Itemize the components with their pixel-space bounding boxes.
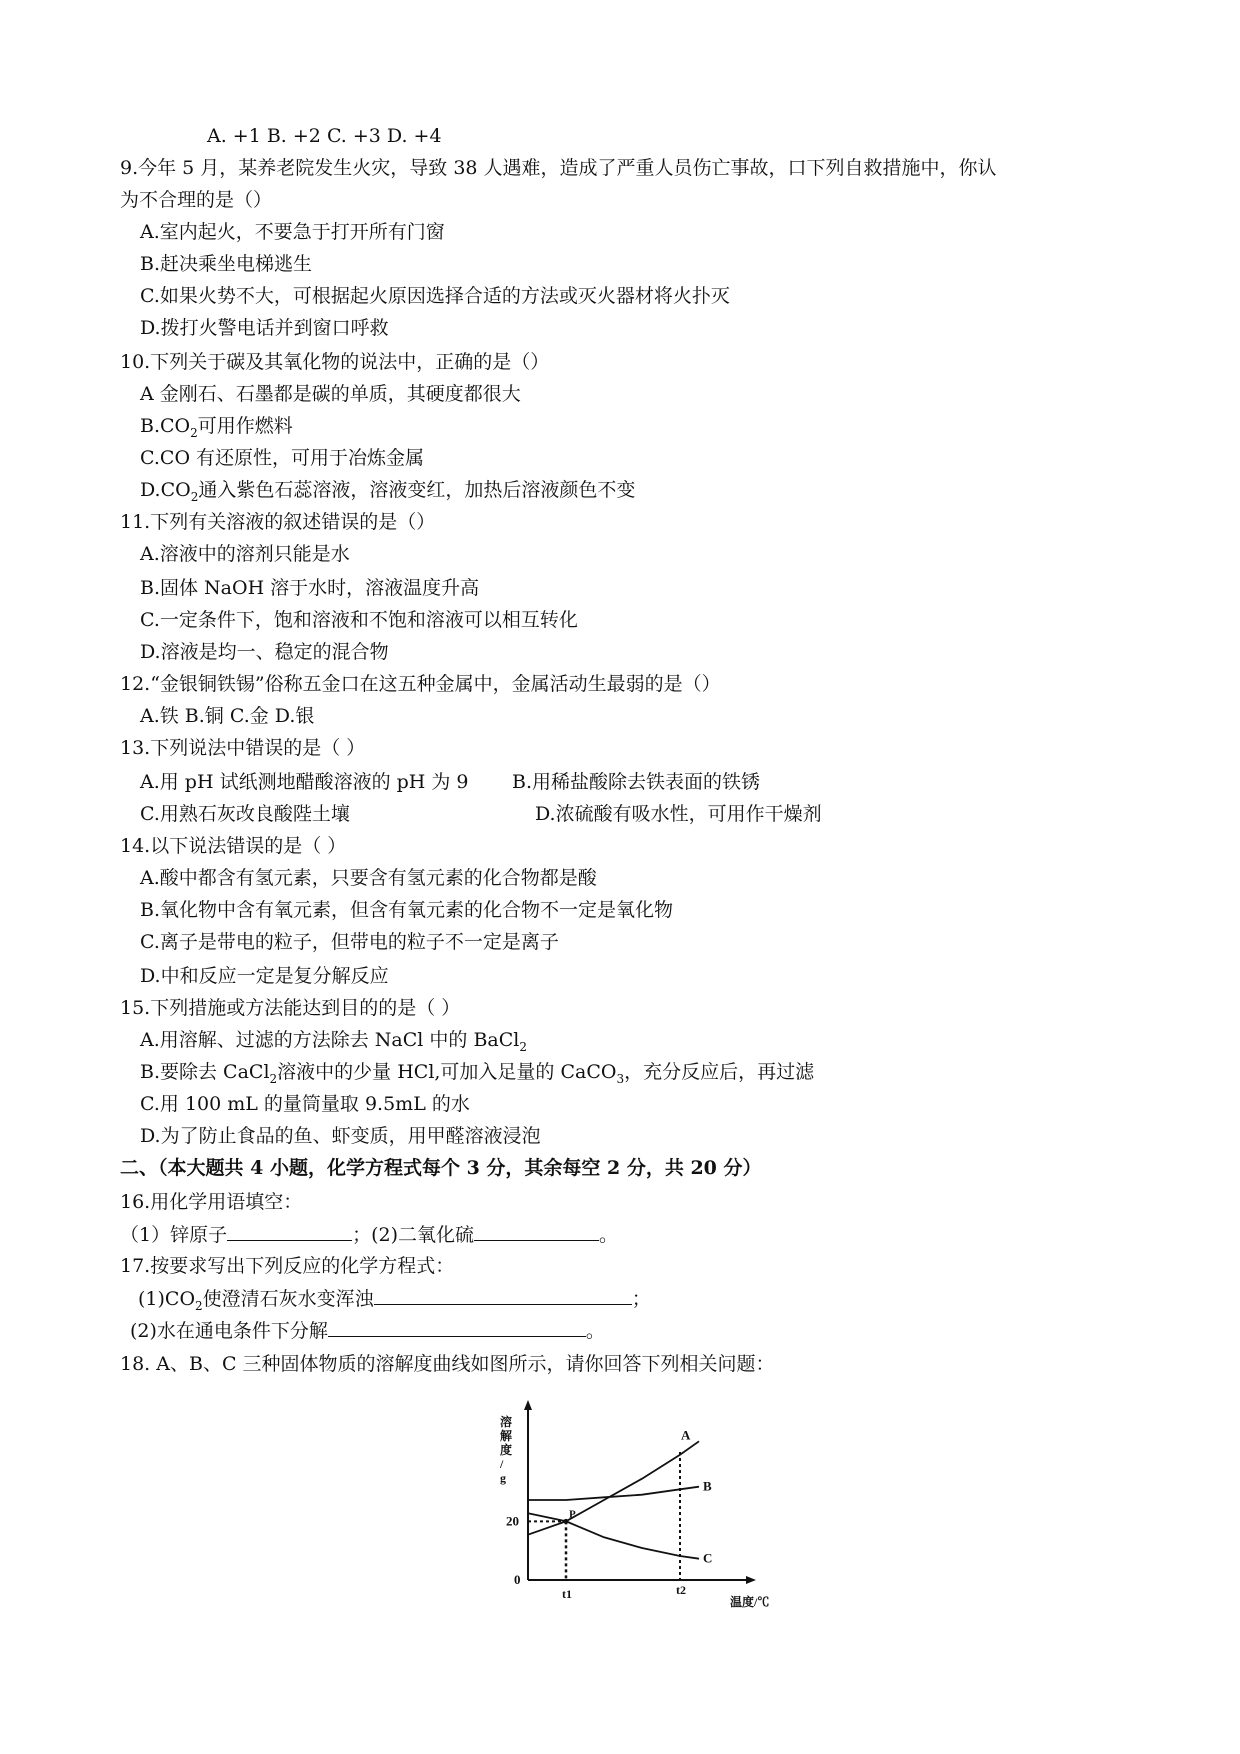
q17-part2-label: (2)水在通电条件下分解	[130, 1320, 328, 1342]
q10-option-d-sub: 2	[190, 489, 199, 504]
q10-option-a: A 金刚石、石墨都是碳的单质，其硬度都很大	[140, 383, 521, 405]
q14-option-b: B.氧化物中含有氧元素，但含有氧元素的化合物不一定是氧化物	[140, 899, 674, 921]
q17-part1-post: 使澄清石灰水变浑浊	[202, 1288, 374, 1310]
q9-option-c: C.如果火势不大，可根据起火原因选择合适的方法或灭火器材将火扑灭	[140, 285, 730, 307]
x-tick-t1: t1	[562, 1587, 572, 1601]
q9-option-b: B.赶决乘坐电梯逃生	[140, 253, 313, 275]
q16-end: 。	[599, 1224, 619, 1246]
curve-b	[528, 1487, 699, 1500]
q11-stem: 11.下列有关溶液的叙述错误的是（）	[120, 511, 436, 533]
q17-part1-sub: 2	[195, 1298, 203, 1313]
y-tick-20: 20	[506, 1513, 519, 1529]
q11-option-c: C.一定条件下，饱和溶液和不饱和溶液可以相互转化	[140, 609, 578, 631]
intersection-point-p	[564, 1519, 569, 1524]
x-axis-arrow	[746, 1576, 756, 1584]
q16-part1-label: （1）锌原子	[120, 1224, 228, 1246]
q11-option-b: B.固体 NaOH 溶于水时，溶液温度升高	[140, 577, 480, 599]
q16-blank-2[interactable]	[474, 1222, 599, 1241]
q17-part1	[138, 1286, 651, 1311]
q15-option-a-pre: A.用溶解、过滤的方法除去 NaCl 中的 BaCl	[140, 1029, 520, 1051]
q15-option-a	[140, 1028, 527, 1052]
q15-option-b-post: ，充分反应后，再过滤	[624, 1061, 815, 1083]
q9-option-d: D.拨打火警电话并到窗口呼救	[140, 317, 389, 339]
chart-series	[528, 1441, 699, 1558]
q13-option-d: D.浓硫酸有吸水性，可用作干燥剂	[535, 803, 822, 825]
q16-row	[120, 1222, 618, 1247]
q14-option-c: C.离子是带电的粒子，但带电的粒子不一定是离子	[140, 931, 559, 953]
series-label-b: B	[703, 1478, 712, 1494]
q14-option-a: A.酸中都含有氢元素，只要含有氢元素的化合物都是酸	[140, 867, 597, 889]
q15-option-b-mid: 溶液中的少量 HCl,可加入足量的 CaCO	[277, 1061, 617, 1083]
q10-option-d-post: 通入紫色石蕊溶液，溶液变红，加热后溶液颜色不变	[198, 479, 636, 501]
x-tick-t2: t2	[676, 1583, 686, 1597]
q15-option-b-pre: B.要除去 CaCl	[140, 1061, 270, 1083]
q15-option-a-sub: 2	[519, 1039, 527, 1054]
q15-option-b-sub2: 3	[616, 1071, 625, 1086]
q17-part2-end: 。	[585, 1320, 605, 1342]
q16-part2-label: ；(2)二氧化硫	[352, 1224, 475, 1246]
q8-options: A. +1 B. +2 C. +3 D. +4	[207, 125, 442, 147]
point-p-label: P	[569, 1508, 576, 1521]
y-axis-label: 溶解度/ g	[500, 1415, 513, 1485]
q13-option-b: B.用稀盐酸除去铁表面的铁锈	[512, 771, 761, 793]
q17-part1-pre: (1)CO	[138, 1288, 196, 1310]
q15-option-b-sub: 2	[269, 1071, 278, 1086]
q9-stem-cont: 为不合理的是（）	[120, 189, 273, 211]
q17-part2	[130, 1318, 605, 1343]
y-axis-arrow	[524, 1400, 532, 1410]
section-2-heading: 二、（本大题共 4 小题，化学方程式每个 3 分，其余每空 2 分，共 20 分）	[120, 1157, 762, 1179]
q10-option-c: C.CO 有还原性，可用于冶炼金属	[140, 447, 425, 469]
q15-option-d: D.为了防止食品的鱼、虾变质，用甲醛溶液浸泡	[140, 1125, 541, 1147]
q17-part1-end: ；	[631, 1288, 651, 1310]
q9-option-a: A.室内起火，不要急于打开所有门窗	[140, 221, 445, 243]
q18-stem: 18. A、B、C 三种固体物质的溶解度曲线如图所示，请你回答下列相关问题：	[120, 1353, 775, 1375]
y-tick-0: 0	[514, 1572, 521, 1587]
series-label-c: C	[703, 1550, 713, 1566]
q17-blank-1[interactable]	[374, 1286, 632, 1305]
x-axis-label: 温度/℃	[730, 1595, 770, 1609]
q13-option-c: C.用熟石灰改良酸陛土壤	[140, 803, 350, 825]
series-label-a: A	[681, 1427, 691, 1443]
q10-option-b-sub: 2	[190, 425, 198, 440]
q15-option-c: C.用 100 mL 的量筒量取 9.5mL 的水	[140, 1093, 470, 1115]
q10-option-d	[140, 478, 635, 502]
solubility-chart	[480, 1400, 770, 1610]
q14-option-d: D.中和反应一定是复分解反应	[140, 965, 389, 987]
q10-option-b	[140, 414, 293, 438]
q9-stem: 9.今年 5 月，某养老院发生火灾，导致 38 人遇难，造成了严重人员伤亡事故，口下列自救措施中，你认	[120, 157, 997, 179]
q12-stem: 12.“金银铜铁锡”俗称五金口在这五种金属中，金属活动生最弱的是（）	[120, 673, 721, 695]
curve-c	[528, 1513, 699, 1558]
q10-stem: 10.下列关于碳及其氧化物的说法中，正确的是（）	[120, 351, 550, 373]
q16-blank-1[interactable]	[227, 1222, 352, 1241]
q11-option-d: D.溶液是均一、稳定的混合物	[140, 641, 389, 663]
q17-blank-2[interactable]	[328, 1318, 586, 1337]
q14-stem: 14.以下说法错误的是（ ）	[120, 835, 347, 857]
chart-axes	[524, 1400, 756, 1584]
q10-option-b-post: 可用作燃料	[197, 415, 293, 437]
q10-option-b-pre: B.CO	[140, 415, 191, 437]
q10-option-d-pre: D.CO	[140, 479, 191, 501]
q12-options: A.铁 B.铜 C.金 D.银	[140, 705, 315, 727]
q16-stem: 16.用化学用语填空：	[120, 1191, 303, 1213]
q17-stem: 17.按要求写出下列反应的化学方程式：	[120, 1255, 455, 1277]
q15-stem: 15.下列措施或方法能达到目的的是（ ）	[120, 997, 461, 1019]
q15-option-b	[140, 1060, 814, 1084]
chart-guides	[528, 1452, 680, 1580]
q13-stem: 13.下列说法中错误的是（ ）	[120, 737, 366, 759]
q11-option-a: A.溶液中的溶剂只能是水	[140, 543, 350, 565]
q13-option-a: A.用 pH 试纸测地醋酸溶液的 pH 为 9	[140, 771, 469, 793]
